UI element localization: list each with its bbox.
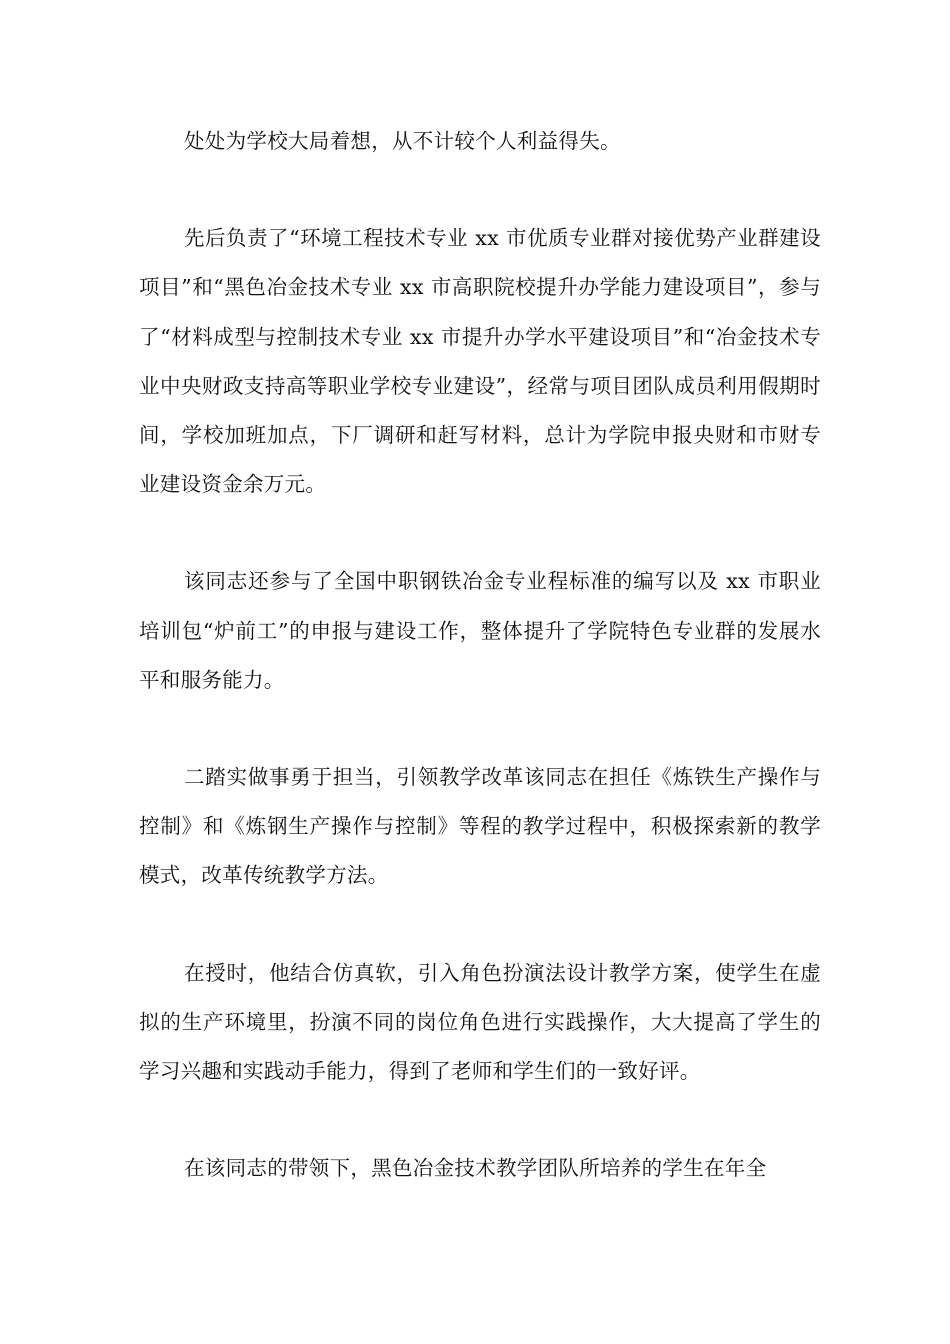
paragraph-2: 先后负责了“环境工程技术专业 xx 市优质专业群对接优势产业群建设项目”和“黑色冶金技术专业 xx 市高职院校提升办学能力建设项目”，参与了“材料成型与控制技术专业 xx 市提升办学水平建设项目”和“冶金技术专业中央财政支持高等职业学校专业建设”，经常与项目团队成员利用假期时间，学校加班加点，下厂调研和赶写材料，总计为学院申报央财和市财专业建设资金余万元。	[139, 226, 821, 497]
paragraph-6: 在该同志的带领下，黑色冶金技术教学团队所培养的学生在年全	[184, 1156, 767, 1181]
paragraph-3: 该同志还参与了全国中职钢铁冶金专业程标准的编写以及 xx 市职业培训包“炉前工”的申报与建设工作，整体提升了学院特色专业群的发展水平和服务能力。	[139, 569, 821, 692]
paragraph-1: 处处为学校大局着想，从不计较个人利益得失。	[184, 129, 621, 153]
document-body	[139, 117, 821, 1193]
paragraph-4: 二踏实做事勇于担当，引领教学改革该同志在担任《炼铁生产操作与控制》和《炼钢生产操作与控制》等程的教学过程中，积极探索新的教学模式，改革传统教学方法。	[139, 765, 821, 888]
paragraph-5: 在授时，他结合仿真软，引入角色扮演法设计教学方案，使学生在虚拟的生产环境里，扮演不同的岗位角色进行实践操作，大大提高了学生的学习兴趣和实践动手能力，得到了老师和学生们的一致好评。	[139, 960, 821, 1084]
